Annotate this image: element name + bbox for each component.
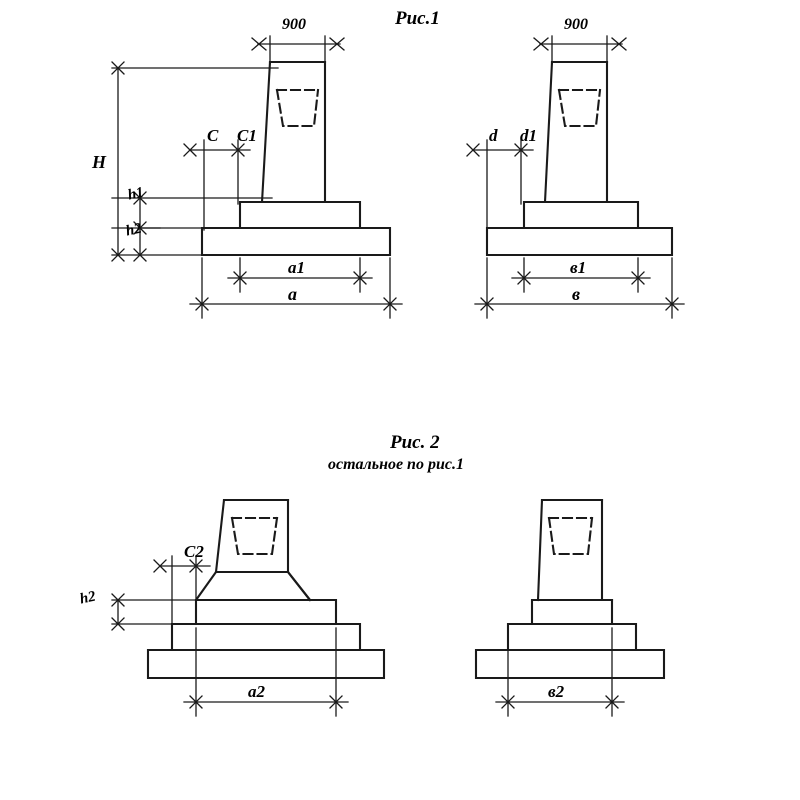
label-fig1-left-top-width: 900 (282, 16, 306, 33)
fig1-title: Рис.1 (395, 8, 440, 29)
label-fig1-right-d1: d1 (520, 126, 537, 145)
fig2-left-socket (232, 518, 277, 554)
label-fig1-left-h1: h1 (126, 184, 146, 204)
fig2-right-outline (476, 500, 664, 678)
label-fig1-right-b1: в1 (570, 258, 587, 277)
fig1-left-dimensions (112, 36, 402, 318)
fig2-right-socket (549, 518, 592, 554)
label-fig1-left-c: C (207, 126, 219, 145)
fig2-note: остальное по рис.1 (328, 456, 464, 473)
label-fig2-right-b2: в2 (548, 682, 565, 701)
fig2-title: Рис. 2 (390, 432, 440, 453)
label-fig1-left-a: a (288, 284, 297, 304)
label-fig2-left-h2: h2 (78, 588, 98, 608)
label-fig1-left-h2: h2 (124, 220, 144, 240)
fig2-left-dimensions (112, 556, 348, 716)
label-fig2-left-a2: a2 (248, 682, 265, 701)
fig2-left-outline (148, 500, 384, 678)
label-fig1-left-c1: C1 (237, 126, 257, 145)
label-fig1-right-top-width: 900 (564, 16, 588, 33)
label-fig2-left-c2: C2 (184, 542, 204, 561)
fig2-right-dimensions (496, 628, 624, 716)
label-fig1-left-a1: a1 (288, 258, 305, 277)
fig1-left-socket (277, 90, 318, 126)
label-fig1-right-b: в (572, 284, 581, 304)
label-fig1-right-d: d (489, 126, 498, 145)
fig1-right-socket (559, 90, 600, 126)
label-fig1-left-H: H (92, 152, 107, 172)
